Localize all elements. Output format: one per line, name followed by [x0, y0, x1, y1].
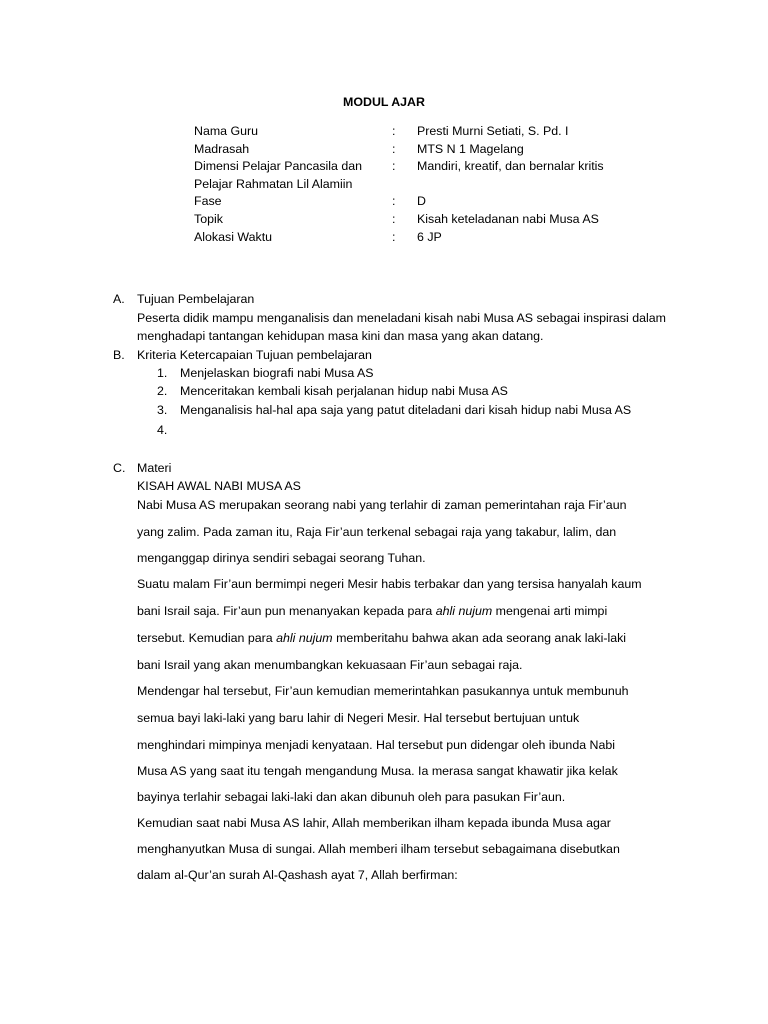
material-line: menghanyutkan Musa di sungai. Allah memberi ilham tersebut sebagaimana disebutkan [137, 842, 620, 856]
section-title: Materi [137, 461, 172, 475]
section-a-body: Peserta didik mampu menganalisis dan meneladani kisah nabi Musa AS sebagai inspirasi dalam menghadapi tantangan kehidupan masa kini dan masa yang akan datang. [137, 311, 666, 343]
list-number: 1. [157, 366, 168, 380]
material-line: bani Israil yang akan menumbangkan kekuasaan Fir’aun sebagai raja. [137, 658, 523, 672]
info-colon: : [392, 229, 396, 244]
list-text: Menjelaskan biografi nabi Musa AS [180, 366, 374, 380]
italic-term: ahli nujum [276, 631, 333, 645]
material-line: menganggap dirinya sendiri sebagai seorang Tuhan. [137, 551, 426, 565]
material-line: Mendengar hal tersebut, Fir’aun kemudian memerintahkan pasukannya untuk membunuh [137, 684, 629, 698]
material-line: yang zalim. Pada zaman itu, Raja Fir’aun terkenal sebagai raja yang takabur, lalim, dan [137, 525, 617, 539]
info-value: MTS N 1 Magelang [417, 141, 524, 156]
info-label: Alokasi Waktu [194, 229, 273, 244]
material-line: menghindari mimpinya menjadi kenyataan. Hal tersebut pun didengar oleh ibunda Nabi [137, 738, 616, 752]
material-line: dalam al-Qur’an surah Al-Qashash ayat 7, Allah berfirman: [137, 868, 458, 882]
info-colon: : [392, 211, 396, 226]
material-line [137, 629, 626, 647]
info-colon: : [392, 194, 396, 209]
material-line: Suatu malam Fir’aun bermimpi negeri Mesir habis terbakar dan yang tersisa hanyalah kaum [137, 577, 642, 591]
list-text: Menganalisis hal-hal apa saja yang patut diteladani dari kisah hidup nabi Musa AS [180, 402, 632, 417]
text-run: bani Israil saja. Fir’aun pun menanyakan kepada para [137, 604, 436, 618]
material-line: Kemudian saat nabi Musa AS lahir, Allah memberikan ilham kepada ibunda Musa agar [137, 816, 611, 830]
info-value: Kisah keteladanan nabi Musa AS [417, 211, 599, 226]
info-value: Presti Murni Setiati, S. Pd. I [417, 124, 569, 138]
list-text: Menceritakan kembali kisah perjalanan hidup nabi Musa AS [180, 384, 508, 399]
info-value: Mandiri, kreatif, dan bernalar kritis [417, 159, 604, 174]
text-run: tersebut. Kemudian para [137, 631, 277, 645]
material-subheading: KISAH AWAL NABI MUSA AS [137, 479, 301, 493]
material-line: bayinya terlahir sebagai laki-laki dan akan dibunuh oleh para pasukan Fir’aun. [137, 790, 566, 804]
text-run: memberitahu bahwa akan ada seorang anak laki-laki [332, 631, 627, 645]
info-colon: : [392, 159, 396, 174]
list-number: 3. [157, 402, 168, 417]
info-colon: : [392, 124, 396, 138]
list-number: 2. [157, 384, 168, 399]
info-label: Madrasah [194, 141, 250, 156]
list-number: 4. [157, 423, 168, 438]
section-title: Tujuan Pembelajaran [137, 292, 255, 306]
text-run: mengenai arti mimpi [492, 604, 608, 618]
info-label: Nama Guru [194, 124, 259, 138]
material-line: Musa AS yang saat itu tengah mengandung Musa. Ia merasa sangat khawatir jika kelak [137, 764, 618, 778]
document-title: MODUL AJAR [343, 95, 425, 109]
material-line: Nabi Musa AS merupakan seorang nabi yang terlahir di zaman pemerintahan raja Fir’aun [137, 498, 627, 512]
section-letter: B. [113, 348, 125, 362]
section-letter: C. [113, 461, 126, 475]
info-label: Fase [194, 194, 222, 209]
info-label: Topik [194, 211, 223, 226]
info-value: 6 JP [417, 229, 442, 244]
info-value: D [417, 194, 426, 209]
section-title: Kriteria Ketercapaian Tujuan pembelajaran [137, 348, 372, 362]
info-label: Dimensi Pelajar Pancasila dan Pelajar Rahmatan Lil Alamiin [194, 159, 363, 192]
material-line: semua bayi laki-laki yang baru lahir di Negeri Mesir. Hal tersebut bertujuan untuk [137, 711, 580, 725]
section-letter: A. [113, 292, 125, 306]
material-line [137, 602, 607, 620]
info-colon: : [392, 141, 396, 156]
italic-term: ahli nujum [435, 604, 493, 618]
